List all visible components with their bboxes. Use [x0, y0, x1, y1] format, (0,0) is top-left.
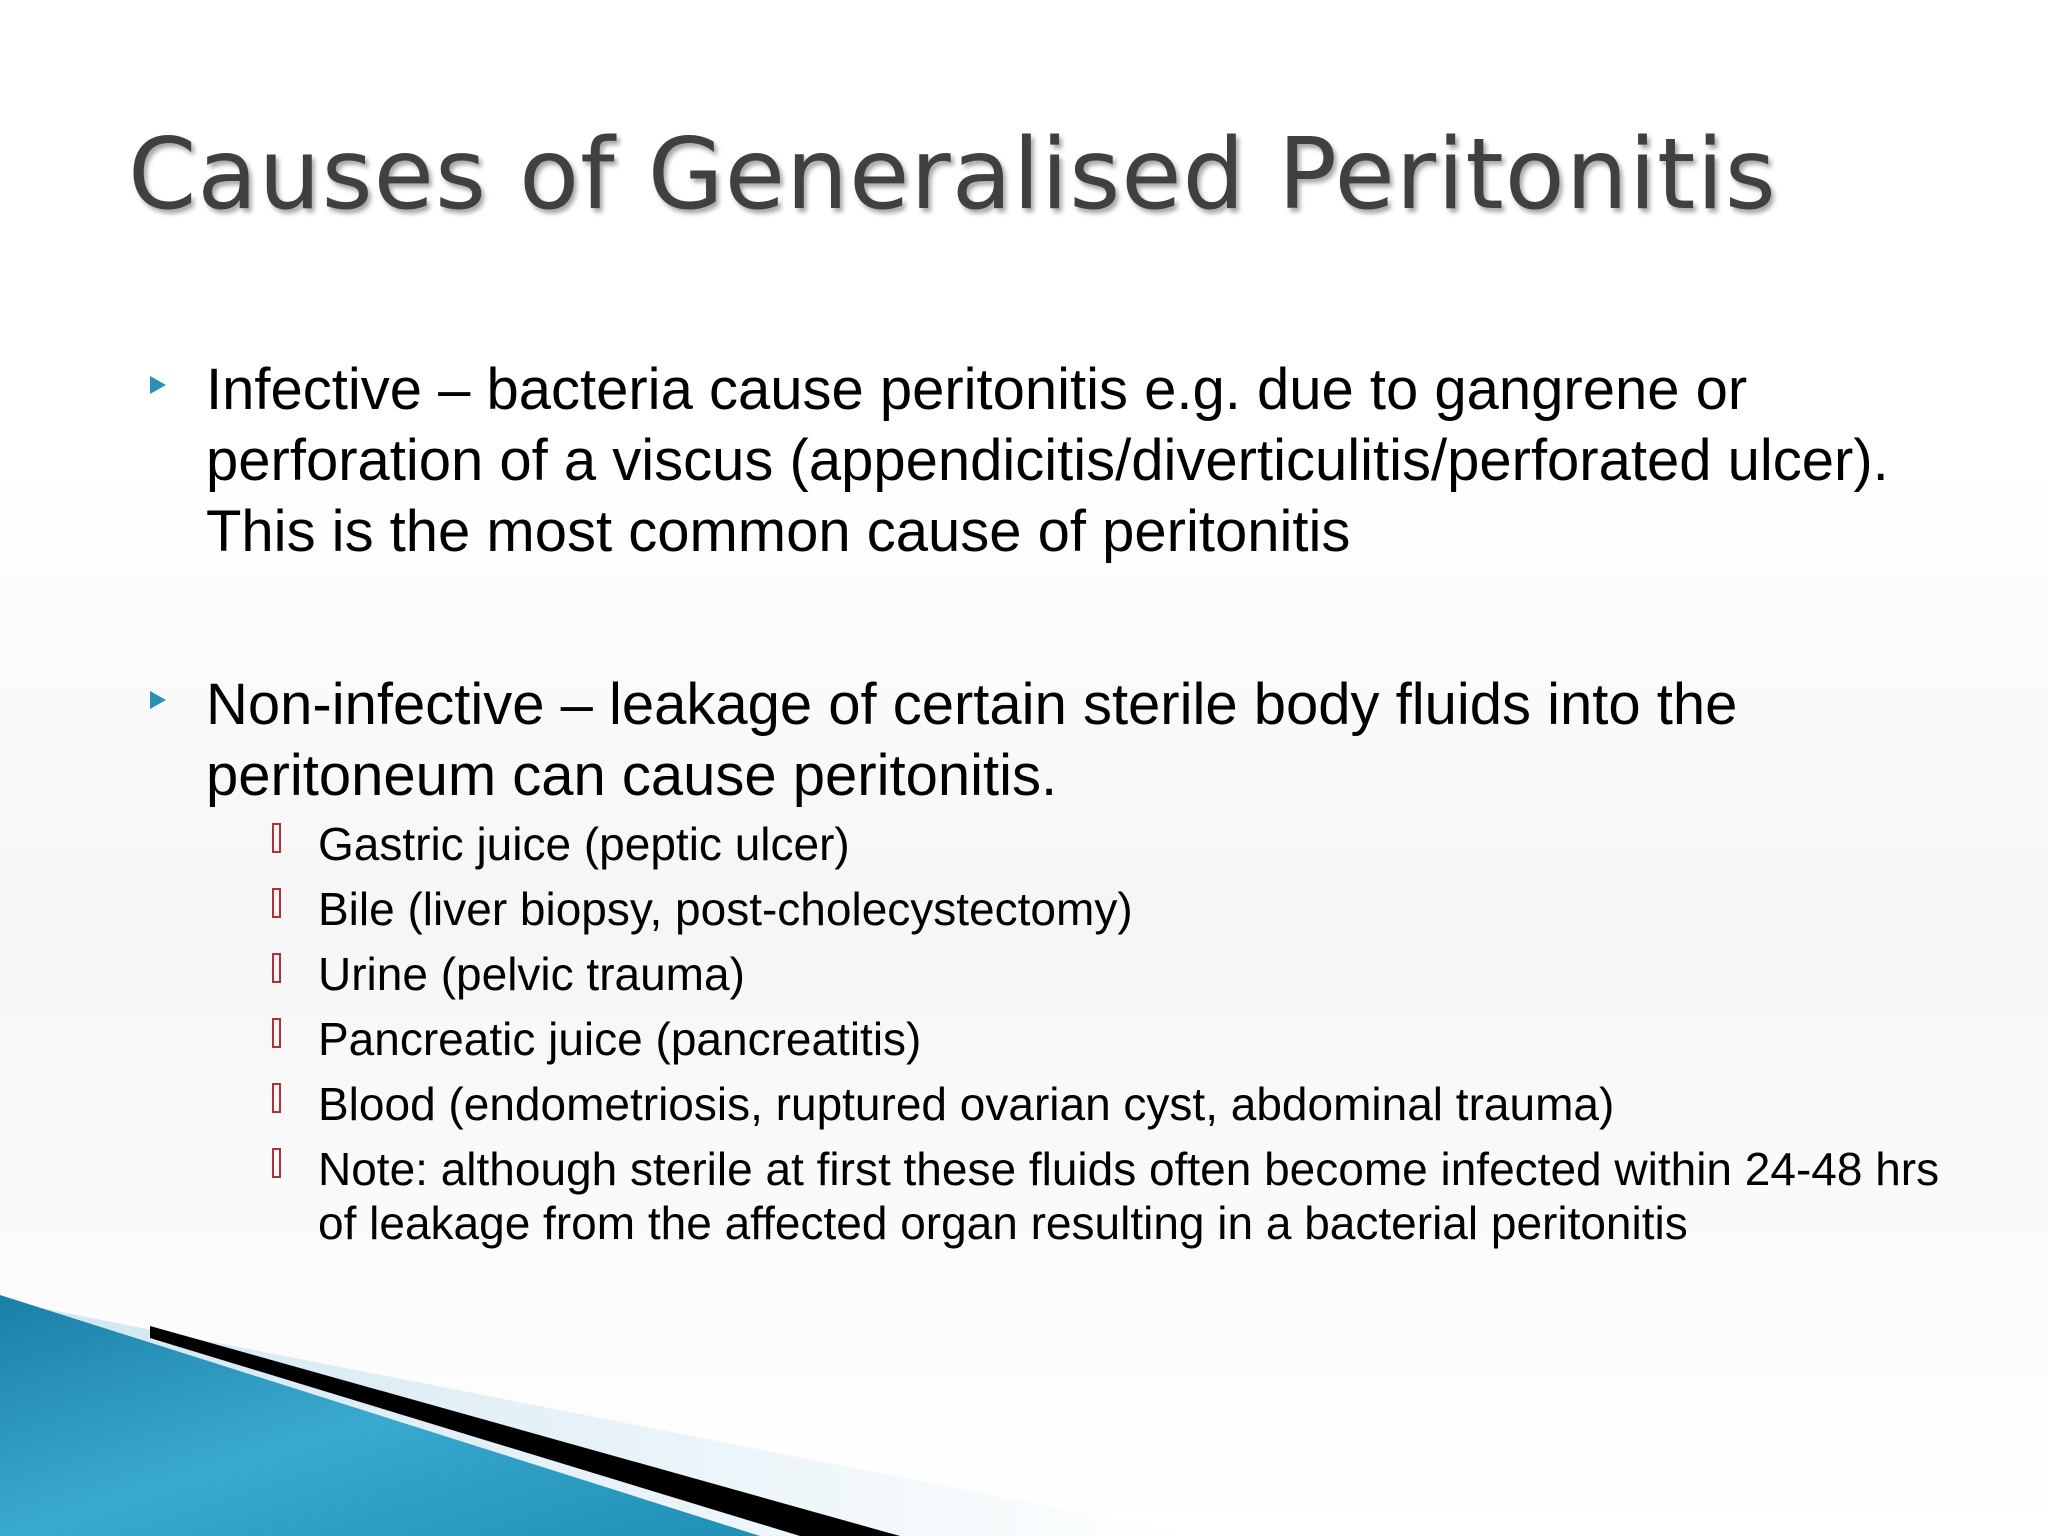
bullet-non-infective	[150, 669, 1950, 1250]
box-bullet-icon	[272, 953, 281, 983]
corner-decoration	[0, 1260, 2048, 1536]
slide-content	[150, 354, 1950, 1261]
sub-bullet-text: Note: although sterile at first these fluids often become infected within 24-48 hrs of leakage from the affected organ resulting in a bacterial peritonitis	[318, 1143, 1940, 1249]
bullet-text: Infective – bacteria cause peritonitis e.g. due to gangrene or perforation of a viscus (appendicitis/diverticulitis/perforated ulcer). This is the most common cause of peritonitis	[206, 357, 1889, 564]
slide-title: Causes of Generalised Peritonitis	[128, 118, 1777, 232]
sub-bullet-text: Gastric juice (peptic ulcer)	[318, 818, 850, 870]
triangle-bullet-icon	[150, 691, 166, 709]
box-bullet-icon	[272, 823, 281, 853]
bullet-text: Non-infective – leakage of certain sterile body fluids into the peritoneum can cause peritonitis.	[206, 672, 1738, 808]
sub-bullet-urine	[318, 947, 1950, 1001]
sub-bullet-note	[318, 1142, 1950, 1250]
bullet-infective	[150, 354, 1950, 567]
box-bullet-icon	[272, 1018, 281, 1048]
triangle-bullet-icon	[150, 376, 166, 394]
sub-bullet-text: Urine (pelvic trauma)	[318, 948, 745, 1000]
sub-bullet-bile	[318, 882, 1950, 936]
box-bullet-icon	[272, 1083, 281, 1113]
box-bullet-icon	[272, 888, 281, 918]
sub-bullet-list	[206, 817, 1950, 1250]
sub-bullet-blood	[318, 1077, 1950, 1131]
sub-bullet-text: Blood (endometriosis, ruptured ovarian cyst, abdominal trauma)	[318, 1078, 1615, 1130]
sub-bullet-pancreatic-juice	[318, 1012, 1950, 1066]
sub-bullet-text: Pancreatic juice (pancreatitis)	[318, 1013, 922, 1065]
sub-bullet-text: Bile (liver biopsy, post-cholecystectomy)	[318, 883, 1133, 935]
sub-bullet-gastric-juice	[318, 817, 1950, 871]
box-bullet-icon	[272, 1148, 281, 1178]
